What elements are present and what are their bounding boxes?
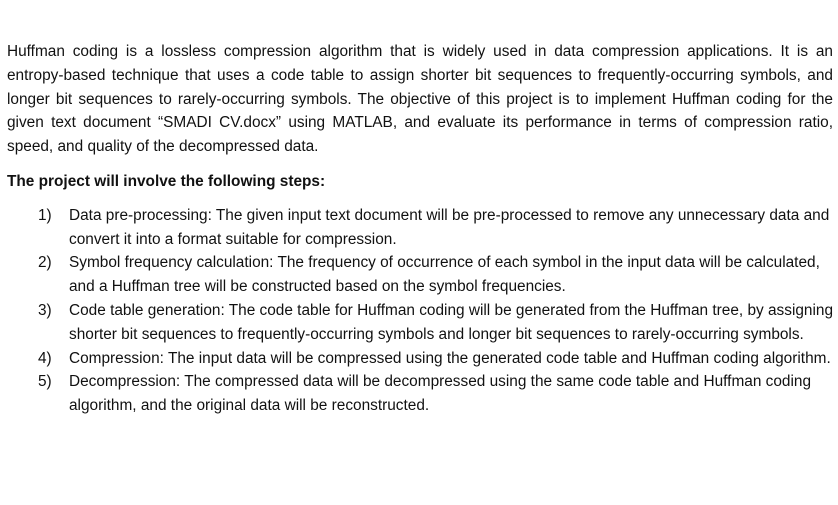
steps-heading: The project will involve the following steps: [7, 172, 326, 190]
intro-paragraph: Huffman coding is a lossless compression algorithm that is widely used in data compression applications. It is an entropy-based technique that uses a code table to assign shorter bit sequences to frequently-occurring symbols, and longer bit sequences to rarely-occurring symbols. The objective of this project is to implement Huffman coding for the given text document “SMADI CV.docx” using MATLAB, and evaluate its performance in terms of compression ratio, speed, and quality of the decompressed data. [7, 43, 833, 156]
list-item [7, 347, 833, 371]
step-text: Symbol frequency calculation: The frequency of occurrence of each symbol in the input data will be calculated, and a Huffman tree will be constructed based on the symbol frequencies. [69, 254, 820, 296]
list-item [7, 251, 833, 299]
step-number: 3) [38, 301, 52, 319]
steps-list [7, 204, 833, 418]
list-item [7, 204, 833, 252]
list-item [7, 299, 833, 347]
step-text: Code table generation: The code table for Huffman coding will be generated from the Huffman tree, by assigning shorter bit sequences to frequently-occurring symbols and longer bit sequences to rarely-occurring symbols. [69, 301, 834, 343]
list-item [7, 370, 833, 418]
step-text: Decompression: The compressed data will be decompressed using the same code table and Huffman coding algorithm, and the original data will be reconstructed. [69, 373, 812, 415]
step-number: 1) [38, 206, 52, 224]
step-number: 2) [38, 254, 52, 272]
step-text: Compression: The input data will be compressed using the generated code table and Huffman coding algorithm. [69, 349, 831, 367]
step-number: 4) [38, 349, 52, 367]
step-text: Data pre-processing: The given input text document will be pre-processed to remove any unnecessary data and convert it into a format suitable for compression. [69, 206, 830, 248]
step-number: 5) [38, 373, 52, 391]
document-body [7, 40, 833, 418]
university-logo-fragment [28, 0, 78, 4]
